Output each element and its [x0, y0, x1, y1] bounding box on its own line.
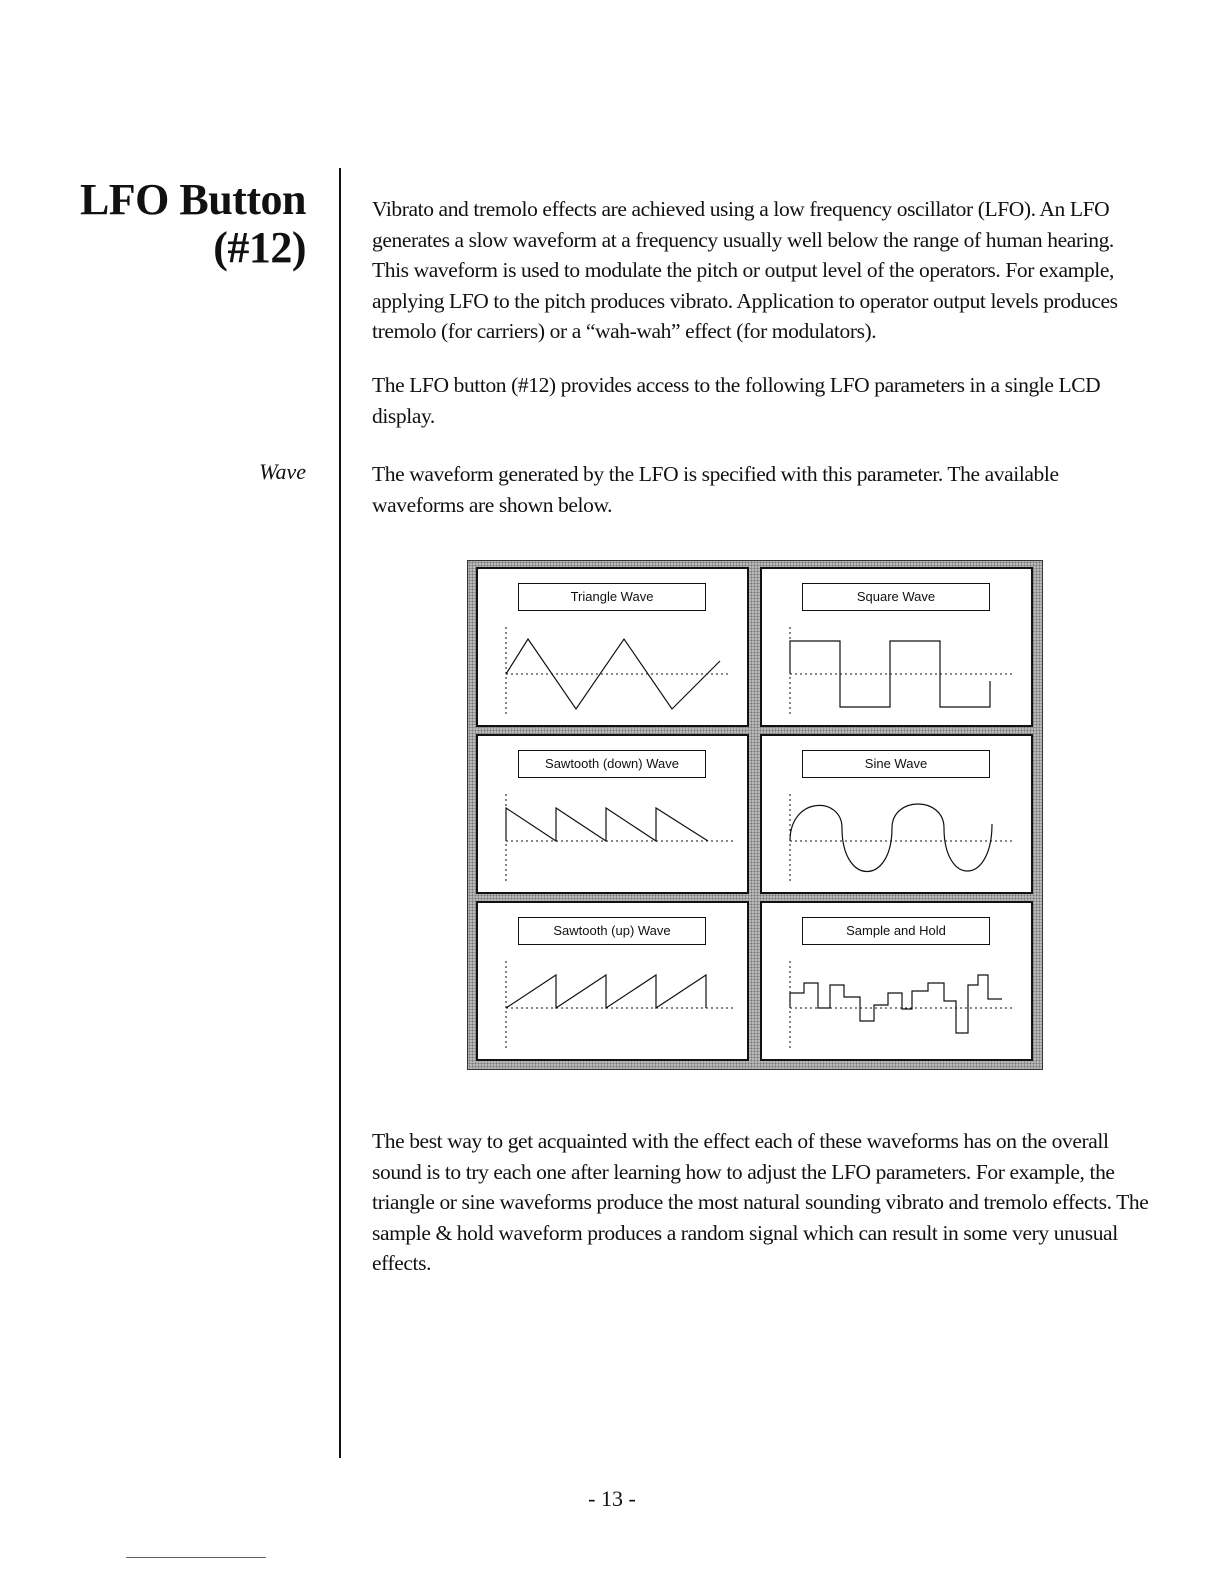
panel-square-wave: [760, 567, 1033, 727]
panel-triangle-wave: [476, 567, 749, 727]
section-title: [46, 176, 306, 272]
panel-sample-and-hold: [760, 901, 1033, 1061]
page-number: - 13 -: [588, 1486, 636, 1511]
paragraph-closing: The best way to get acquainted with the effect each of these waveforms has on the overall sound is to try each one after learning how to adjust the LFO parameters. For example, the triangle or sine waveforms produce the most natural sounding vibrato and tremolo effects. The sample & hold waveform produces a random signal which can result in some very unusual effects.: [372, 1129, 1149, 1275]
panel-sawtooth-up-wave: [476, 901, 749, 1061]
paragraph-intro: Vibrato and tremolo effects are achieved using a low frequency oscillator (LFO). An LFO generates a slow waveform at a frequency usually well below the range of human hearing. This waveform is used to modulate the pitch or output level of the operators. For example, applying LFO to the pitch produces vibrato. Application to operator output levels produces tremolo (for carriers) or a “wah-wah” effect (for modulators).: [372, 197, 1118, 343]
footer-rule: [126, 1557, 266, 1558]
panel-sine-wave: [760, 734, 1033, 894]
label-triangle-wave: Triangle Wave: [518, 583, 706, 611]
section-title-line2: (#12): [213, 223, 306, 272]
sine-wave-graph: [762, 786, 1031, 892]
vertical-rule: [339, 168, 341, 1458]
label-sawtooth-down-wave: Sawtooth (down) Wave: [518, 750, 706, 778]
triangle-wave-graph: [478, 619, 747, 725]
section-title-line1: LFO Button: [79, 175, 306, 224]
paragraph-access: The LFO button (#12) provides access to the following LFO parameters in a single LCD display.: [372, 373, 1101, 428]
label-sample-and-hold: Sample and Hold: [802, 917, 990, 945]
panel-sawtooth-down-wave: [476, 734, 749, 894]
sample-and-hold-graph: [762, 953, 1031, 1059]
paragraph-wave: The waveform generated by the LFO is specified with this parameter. The available waveforms are shown below.: [372, 462, 1059, 517]
sawtooth-up-wave-graph: [478, 953, 747, 1059]
label-sine-wave: Sine Wave: [802, 750, 990, 778]
label-sawtooth-up-wave: Sawtooth (up) Wave: [518, 917, 706, 945]
waveform-figure: [467, 560, 1043, 1070]
square-wave-graph: [762, 619, 1031, 725]
sawtooth-down-wave-graph: [478, 786, 747, 892]
label-square-wave: Square Wave: [802, 583, 990, 611]
side-label-wave: Wave: [259, 459, 306, 484]
